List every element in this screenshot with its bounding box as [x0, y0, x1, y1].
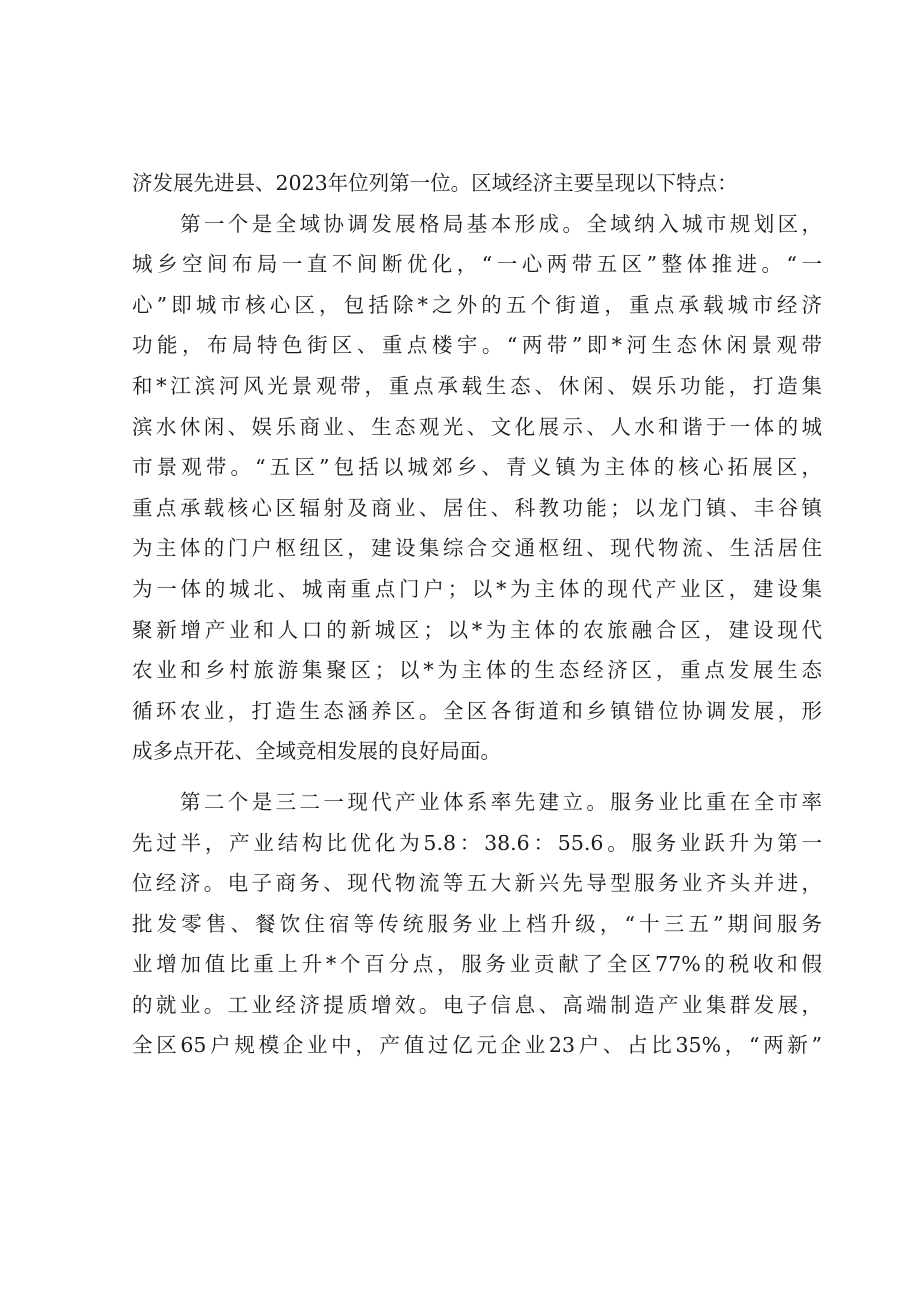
text-line: 市景观带。“五区”包括以城郊乡、青义镇为主体的核心拓展区，	[132, 455, 822, 480]
text-line: 为一体的城北、城南重点门户；以*为主体的现代产业区，建设集	[132, 576, 822, 601]
text-line: 业增加值比重上升*个百分点，服务业贡献了全区77%的税收和假	[132, 952, 822, 977]
text-line: 聚新增产业和人口的新城区；以*为主体的农旅融合区，建设现代	[132, 617, 822, 642]
paragraph-first-line: 第一个是全域协调发展格局基本形成。全域纳入城市规划区，	[180, 211, 822, 236]
text-line: 循环农业，打造生态涵养区。全区各街道和乡镇错位协调发展，形	[132, 698, 822, 723]
text-line: 重点承载核心区辐射及商业、居住、科教功能；以龙门镇、丰谷镇	[132, 495, 822, 520]
text-line: 滨水休闲、娱乐商业、生态观光、文化展示、人水和谐于一体的城	[132, 414, 822, 439]
text-line: 全区65户规模企业中，产值过亿元企业23户、占比35%，“两新”	[132, 1033, 822, 1058]
text-line: 农业和乡村旅游集聚区；以*为主体的生态经济区，重点发展生态	[132, 658, 822, 683]
text-line: 为主体的门户枢纽区，建设集综合交通枢纽、现代物流、生活居住	[132, 536, 822, 561]
text-line: 批发零售、餐饮住宿等传统服务业上档升级，“十三五”期间服务	[132, 911, 822, 936]
text-line: 位经济。电子商务、现代物流等五大新兴先导型服务业齐头并进，	[132, 871, 822, 896]
document-body	[132, 163, 822, 1066]
text-line: 济发展先进县、2023年位列第一位。区域经济主要呈现以下特点：	[132, 171, 738, 195]
text-line: 成多点开花、全域竞相发展的良好局面。	[132, 739, 501, 764]
text-line: 和*江滨河风光景观带，重点承载生态、休闲、娱乐功能，打造集	[132, 373, 822, 398]
text-line: 城乡空间布局一直不间断优化，“一心两带五区”整体推进。“一	[132, 252, 822, 277]
text-line: 的就业。工业经济提质增效。电子信息、高端制造产业集群发展，	[132, 992, 822, 1017]
text-line: 先过半，产业结构比优化为5.8：38.6：55.6。服务业跃升为第一	[132, 830, 822, 855]
paragraph-gap	[132, 772, 822, 782]
text-line: 功能，布局特色街区、重点楼宇。“两带”即*河生态休闲景观带	[132, 333, 822, 358]
paragraph-first-line: 第二个是三二一现代产业体系率先建立。服务业比重在全市率	[180, 789, 822, 814]
text-line: 心”即城市核心区，包括除*之外的五个街道，重点承载城市经济	[132, 292, 822, 317]
